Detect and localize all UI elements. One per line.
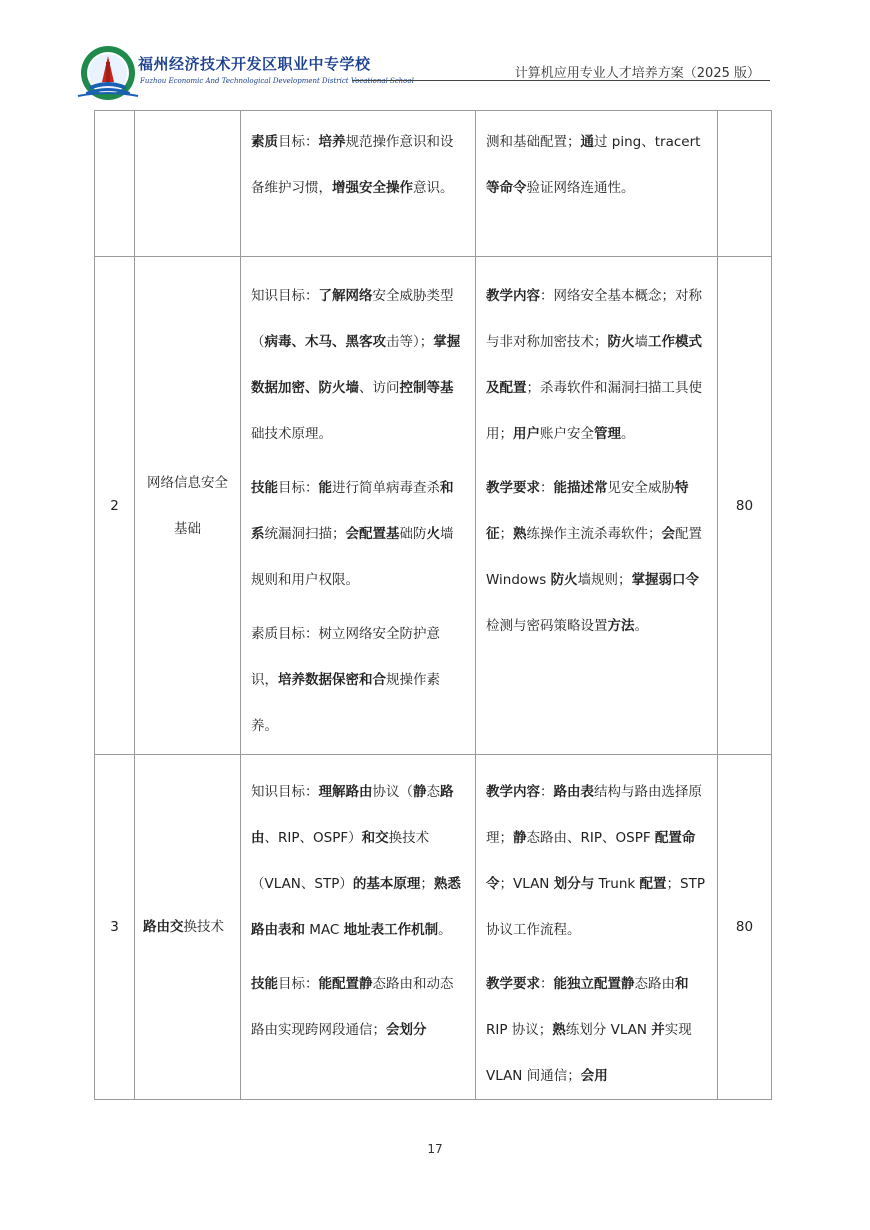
content-cell	[476, 257, 718, 755]
objective-knowledge: 知识目标：了解网络安全威胁类型（病毒、木马、黑客攻击等）；掌握数据加密、防火墙、访问控制等基础技术原理。	[251, 288, 461, 442]
course-name: 网络信息安全基础	[147, 474, 228, 537]
objectives-cell	[241, 257, 476, 755]
objectives-cell	[241, 755, 476, 1100]
objective-skill: 技能目标：能进行简单病毒查杀和系统漏洞扫描；会配置基础防火墙规则和用户权限。	[251, 480, 454, 588]
objectives-cell	[241, 111, 476, 257]
school-name-en: Fuzhou Economic And Technological Development District Vocational School	[140, 77, 414, 85]
course-name-cell	[135, 755, 241, 1100]
objective-quality: 素质目标：树立网络安全防护意识，培养数据保密和合规操作素养。	[251, 626, 440, 734]
objective-quality: 素质目标：培养规范操作意识和设备维护习惯，增强安全操作意识。	[251, 134, 454, 196]
page-number: 17	[427, 1142, 443, 1156]
table-row	[95, 755, 772, 1100]
curriculum-table	[94, 110, 772, 1100]
teaching-requirements: 教学要求：能描述常见安全威胁特征；熟练操作主流杀毒软件；会配置 Windows 防火墙规则；掌握弱口令检测与密码策略设置方法。	[486, 480, 702, 634]
page-header	[0, 0, 870, 110]
school-name-cn: 福州经济技术开发区职业中专学校	[138, 55, 371, 73]
content-continuation: 测和基础配置；通过 ping、tracert 等命令验证网络连通性。	[486, 134, 701, 196]
teaching-content: 教学内容：路由表结构与路由选择原理；静态路由、RIP、OSPF 配置命令；VLAN 划分与 Trunk 配置；STP 协议工作流程。	[486, 784, 705, 938]
teaching-content: 教学内容：网络安全基本概念；对称与非对称加密技术；防火墙工作模式及配置；杀毒软件和漏洞扫描工具使用；用户账户安全管理。	[486, 288, 702, 442]
hours-cell	[718, 111, 772, 257]
class-hours: 80	[735, 919, 754, 935]
document-title: 计算机应用专业人才培养方案（2025 版）	[514, 66, 760, 81]
hours-cell	[718, 755, 772, 1100]
table-row	[95, 111, 772, 257]
teaching-requirements: 教学要求：能独立配置静态路由和 RIP 协议；熟练划分 VLAN 并实现 VLAN 间通信；会用	[486, 976, 692, 1084]
course-name: 路由交换技术	[143, 919, 224, 935]
table-row	[95, 257, 772, 755]
row-number: 2	[110, 497, 119, 514]
row-number-cell	[95, 257, 135, 755]
hours-cell	[718, 257, 772, 755]
class-hours: 80	[735, 497, 754, 514]
content-cell	[476, 111, 718, 257]
course-name-cell	[135, 257, 241, 755]
course-name-cell	[135, 111, 241, 257]
objective-skill: 技能目标：能配置静态路由和动态路由实现跨网段通信；会划分	[251, 976, 454, 1038]
school-logo-icon	[76, 44, 140, 102]
row-number-cell	[95, 755, 135, 1100]
row-number-cell	[95, 111, 135, 257]
objective-knowledge: 知识目标：理解路由协议（静态路由、RIP、OSPF）和交换技术（VLAN、STP）的基本原理；熟悉路由表和 MAC 地址表工作机制。	[251, 784, 461, 938]
row-number: 3	[110, 919, 119, 935]
content-cell	[476, 755, 718, 1100]
